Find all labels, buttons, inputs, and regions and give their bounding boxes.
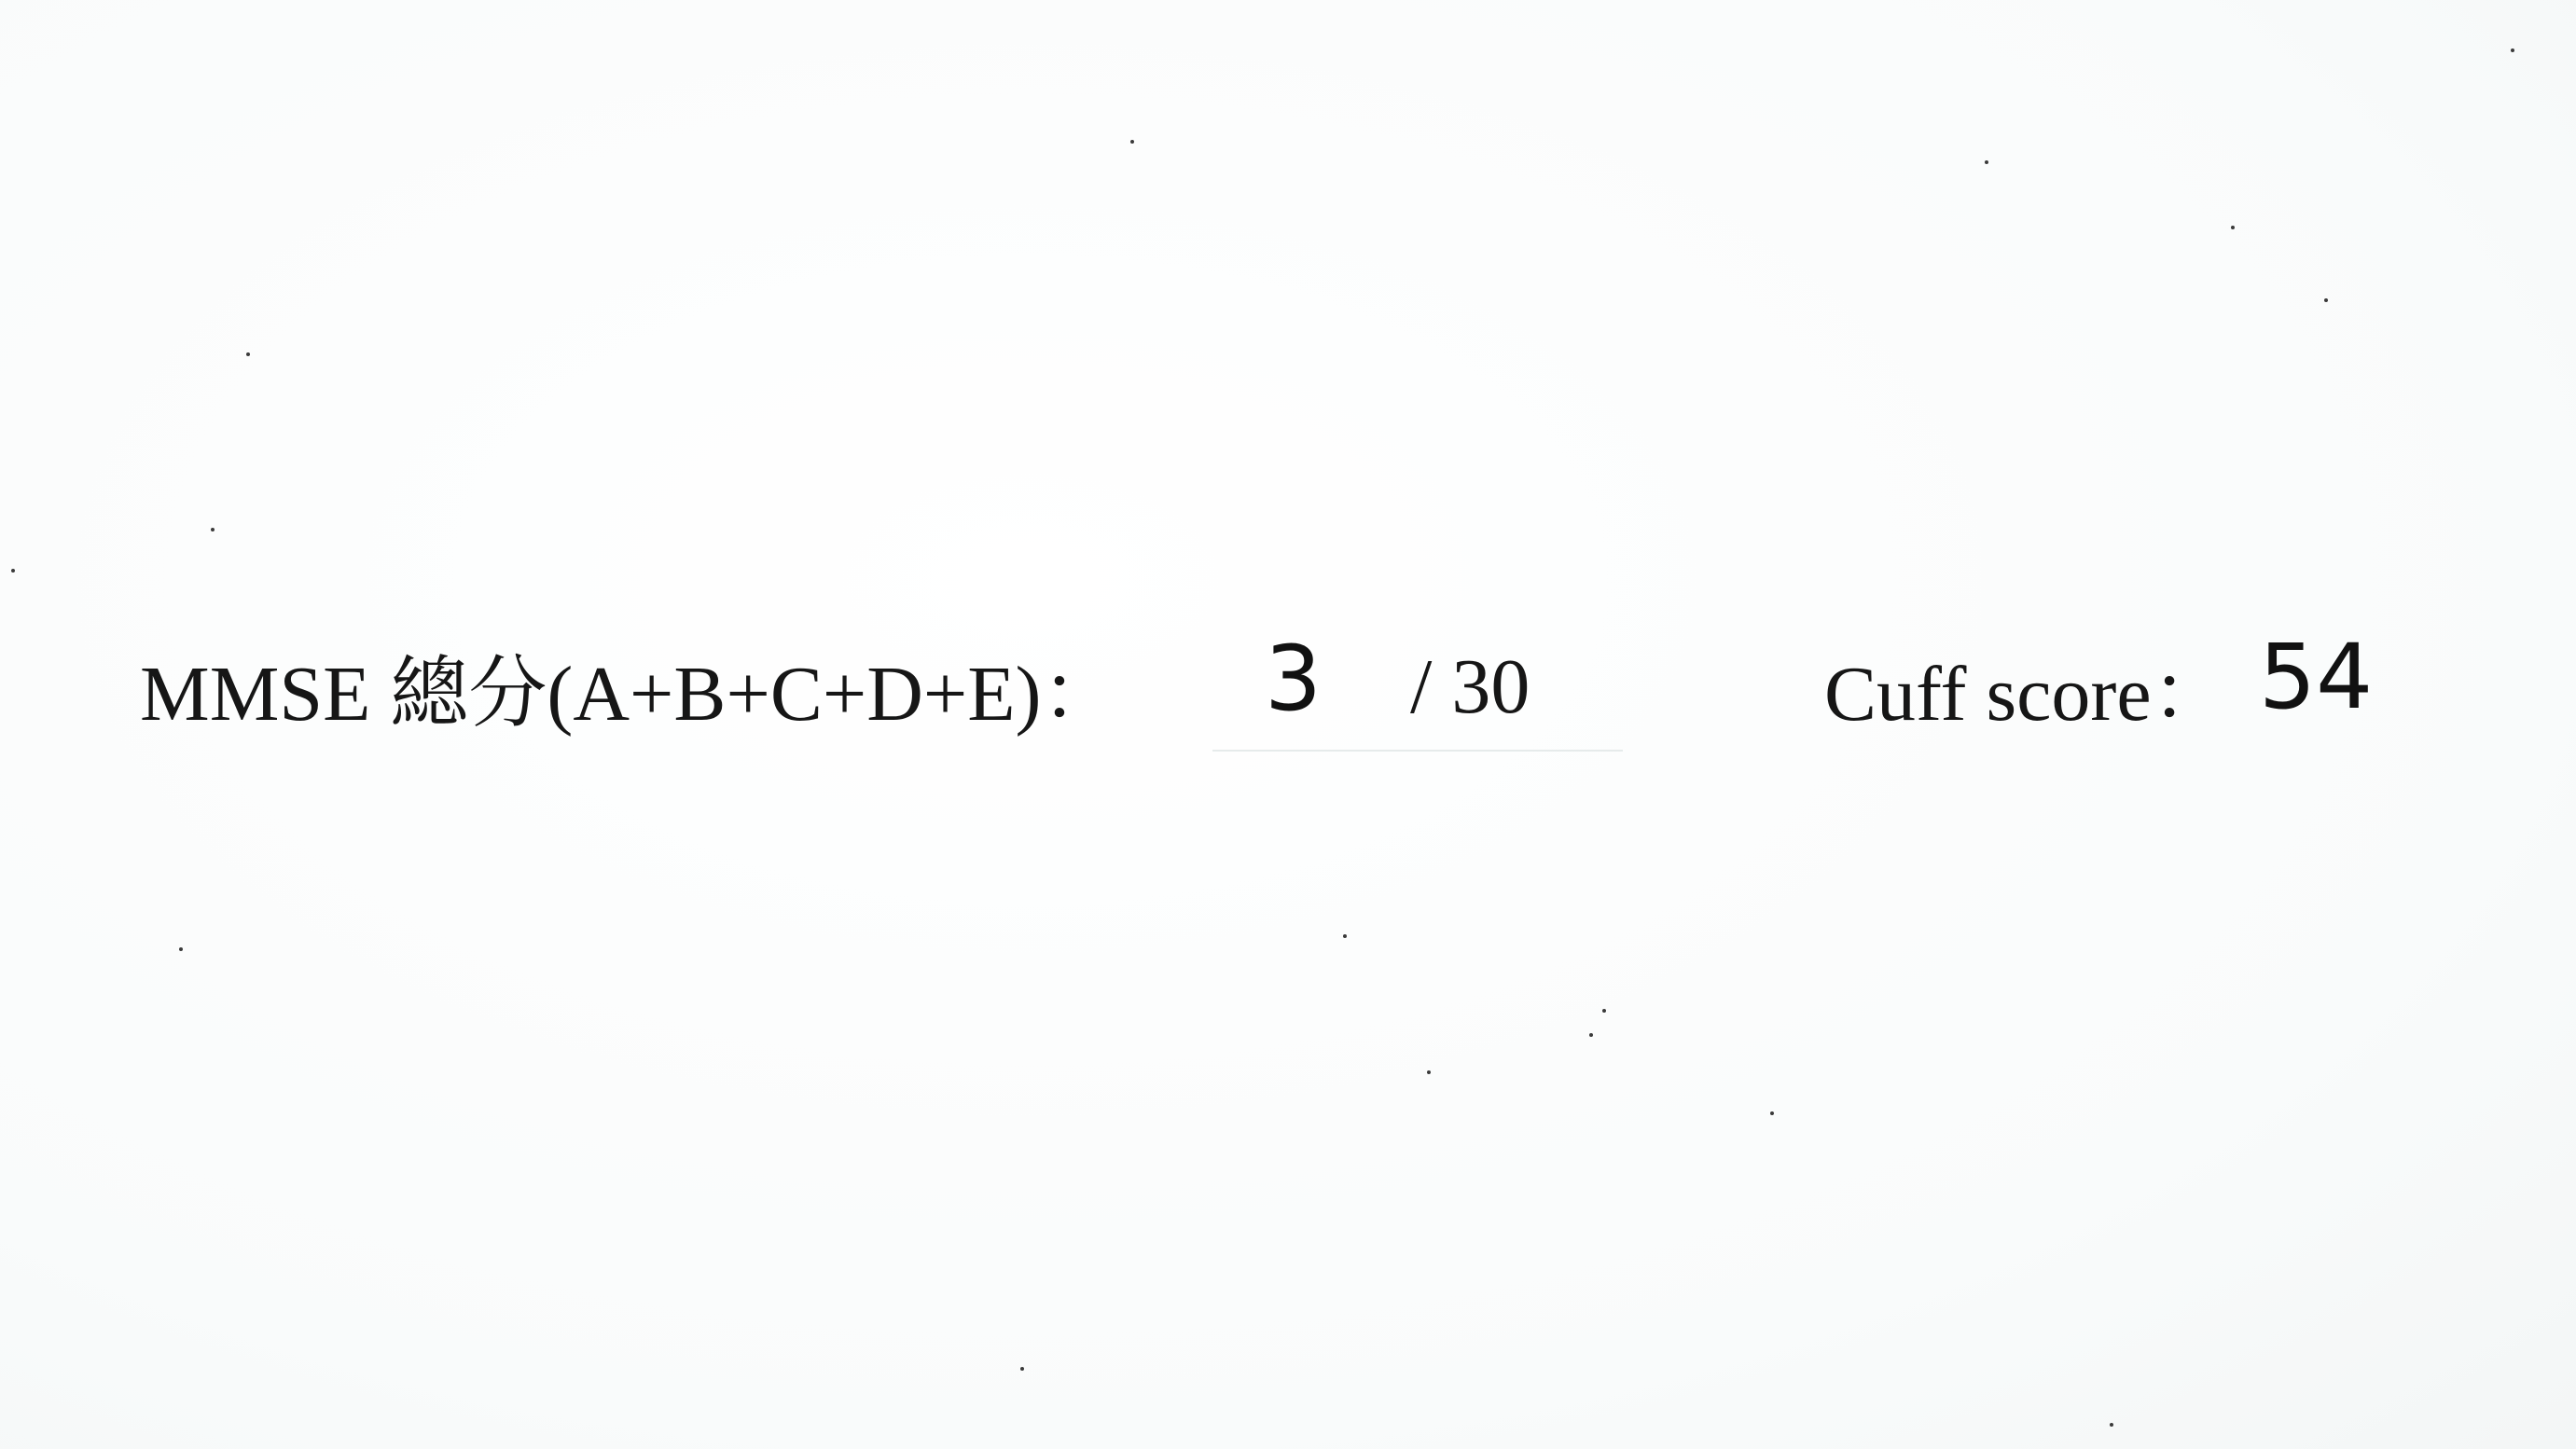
scan-speck	[246, 352, 250, 356]
scan-speck	[211, 528, 215, 531]
scan-speck	[1020, 1367, 1024, 1371]
scan-speck	[2231, 226, 2235, 229]
scan-speck	[2511, 48, 2514, 52]
answer-underline	[1212, 750, 1623, 752]
scan-speck	[1427, 1070, 1431, 1074]
scan-speck	[179, 947, 183, 951]
mmse-max-score: / 30	[1410, 642, 1530, 730]
scan-speck	[1343, 934, 1347, 938]
scan-speck	[1602, 1009, 1606, 1013]
scan-speck	[1985, 160, 1988, 164]
scan-speck	[2110, 1423, 2113, 1427]
scan-speck	[1770, 1111, 1774, 1115]
cuff-score-value: 54	[2259, 625, 2374, 729]
cuff-score-label: Cuff score：	[1824, 650, 2230, 738]
scan-speck	[11, 569, 15, 573]
mmse-total-label: MMSE 總分(A+B+C+D+E)：	[140, 650, 1120, 738]
scan-speck	[1589, 1033, 1593, 1037]
mmse-score-value: 3	[1265, 627, 1323, 731]
scan-speck	[2324, 298, 2328, 302]
scan-speck	[1130, 140, 1134, 144]
